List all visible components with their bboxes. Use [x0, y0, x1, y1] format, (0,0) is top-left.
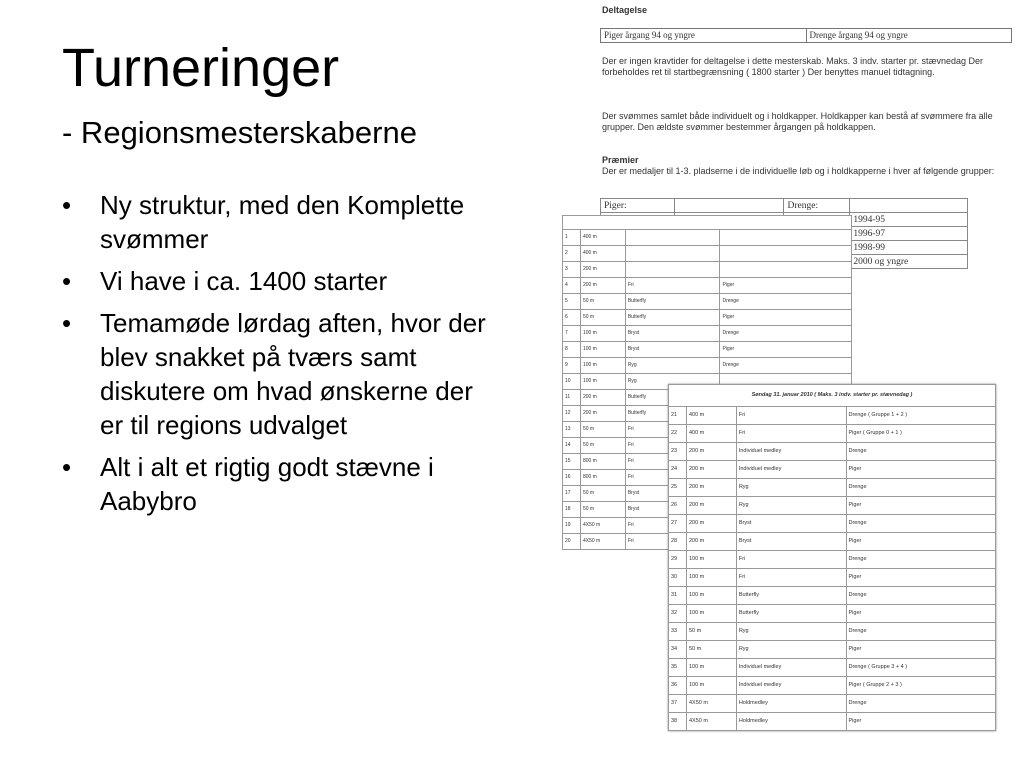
table-row	[669, 425, 996, 443]
table-cell: 50 m	[580, 294, 625, 310]
doc-heading: Deltagelse	[602, 5, 648, 15]
table-cell: 100 m	[580, 342, 625, 358]
table-cell: Ryg	[736, 497, 846, 515]
table-cell	[625, 262, 720, 278]
doc-paragraph: Der er ingen kravtider for deltagelse i dette mesterskab. Maks. 3 indv. starter pr. stævnedag Der forbeholdes ret til startbegrænsning ( 1800 starter ) Der benyttes manuel tidtagning.	[602, 56, 984, 77]
table-cell: 34	[669, 641, 687, 659]
table-cell: 100 m	[580, 358, 625, 374]
table-heading: Søndag 31. januar 2010 ( Maks. 3 indv. starter pr. stævnedag )	[669, 385, 996, 407]
table-cell: 200 m	[686, 497, 736, 515]
prize-heading: Præmier	[602, 155, 639, 165]
table-cell: 4	[563, 278, 581, 294]
table-row	[669, 623, 996, 641]
bullet-dot: •	[62, 190, 72, 220]
table-cell: Piger	[720, 278, 852, 294]
table-row	[563, 262, 852, 278]
table-cell: 11	[563, 390, 581, 406]
table-cell: 50 m	[580, 486, 625, 502]
table-cell: Individuel medley	[736, 461, 846, 479]
table-cell: Drenge ( Gruppe 1 + 2 )	[846, 407, 996, 425]
table-cell: Butterfly	[736, 605, 846, 623]
table-cell: Piger:	[601, 199, 675, 213]
table-cell: 50 m	[580, 422, 625, 438]
table-cell: Fri	[625, 278, 720, 294]
table-row	[669, 443, 996, 461]
table-cell: Fri	[625, 454, 720, 470]
table-cell: 32	[669, 605, 687, 623]
table-cell: 31	[669, 587, 687, 605]
table-cell: Bryst	[736, 533, 846, 551]
table-cell: 100 m	[686, 551, 736, 569]
table-row	[669, 695, 996, 713]
table-cell: Drenge ( Gruppe 3 + 4 )	[846, 659, 996, 677]
table-cell: 14	[563, 438, 581, 454]
table-cell: 200 m	[580, 278, 625, 294]
table-cell: 12	[563, 406, 581, 422]
table-cell: Ryg	[625, 358, 720, 374]
bullet-item	[62, 264, 492, 298]
table-cell: 100 m	[686, 605, 736, 623]
table-cell: Individuel medley	[736, 659, 846, 677]
table-cell: 50 m	[580, 502, 625, 518]
bullet-item	[62, 306, 492, 442]
table-cell: Piger	[846, 533, 996, 551]
table-cell: Ryg	[736, 641, 846, 659]
table-cell: Fri	[625, 438, 720, 454]
table-cell: 1998-99	[850, 241, 968, 255]
bullet-text: Ny struktur, med den Komplette svømmer	[100, 190, 465, 254]
table-cell: 35	[669, 659, 687, 677]
table-cell: 1996-97	[850, 227, 968, 241]
table-cell: Fri	[736, 407, 846, 425]
bullet-dot: •	[62, 452, 72, 482]
table-row	[669, 569, 996, 587]
table-cell: 16	[563, 470, 581, 486]
table-cell: 100 m	[686, 677, 736, 695]
table-cell: Ryg	[736, 479, 846, 497]
table-cell: Drenge	[720, 294, 852, 310]
table-cell: 100 m	[580, 374, 625, 390]
bullet-text: Alt i alt et rigtig godt stævne i Aabybro	[100, 452, 434, 516]
table-header-row	[563, 216, 852, 230]
table-cell: 400 m	[686, 407, 736, 425]
table-cell: Ryg	[736, 623, 846, 641]
table-cell: 8	[563, 342, 581, 358]
table-cell: 4X50 m	[686, 695, 736, 713]
table-cell: Fri	[736, 569, 846, 587]
age-cell: Piger årgang 94 og yngre	[601, 29, 807, 42]
table-row	[563, 310, 852, 326]
table-cell: 2000 og yngre	[850, 255, 968, 269]
table-cell: 17	[563, 486, 581, 502]
table-cell: Holdmedley	[736, 713, 846, 731]
table-cell: 2	[563, 246, 581, 262]
table-cell: 100 m	[686, 587, 736, 605]
table-cell: 200 m	[580, 406, 625, 422]
table-cell: 400 m	[580, 246, 625, 262]
table-cell: Piger	[846, 605, 996, 623]
table-heading	[563, 216, 852, 230]
table-cell	[625, 230, 720, 246]
table-cell: Drenge	[720, 358, 852, 374]
table-cell: Piger	[720, 310, 852, 326]
table-cell: 22	[669, 425, 687, 443]
table-row	[669, 479, 996, 497]
table-cell: 3	[563, 262, 581, 278]
table-row	[669, 605, 996, 623]
table-cell: 50 m	[686, 623, 736, 641]
table-cell: 27	[669, 515, 687, 533]
table-cell: Individuel medley	[736, 443, 846, 461]
table-cell: 21	[669, 407, 687, 425]
table-cell: Piger	[846, 641, 996, 659]
age-cell: Drenge årgang 94 og yngre	[809, 30, 908, 40]
table-cell: Fri	[736, 551, 846, 569]
table-cell: 50 m	[580, 438, 625, 454]
table-cell	[720, 246, 852, 262]
table-cell: 200 m	[686, 461, 736, 479]
table-row	[669, 497, 996, 515]
table-cell: Butterfly	[625, 294, 720, 310]
table-row	[669, 713, 996, 731]
table-cell: 19	[563, 518, 581, 534]
table-cell: 23	[669, 443, 687, 461]
table-row	[669, 551, 996, 569]
table-cell: Fri	[736, 425, 846, 443]
table-cell	[674, 199, 784, 213]
table-cell: Piger	[846, 713, 996, 731]
table-cell: 7	[563, 326, 581, 342]
table-row	[563, 326, 852, 342]
table-cell: Piger ( Gruppe 0 + 1 )	[846, 425, 996, 443]
table-cell: 4X50 m	[686, 713, 736, 731]
table-row	[669, 587, 996, 605]
table-cell: Drenge	[846, 515, 996, 533]
table-cell: 37	[669, 695, 687, 713]
table-cell	[625, 246, 720, 262]
table-cell: 50 m	[580, 310, 625, 326]
table-cell: 4X50 m	[580, 518, 625, 534]
table-cell: Drenge	[846, 443, 996, 461]
table-cell: Drenge	[846, 695, 996, 713]
table-cell: Piger	[846, 569, 996, 587]
prize-text: Der er medaljer til 1-3. pladserne i de individuelle løb og i holdkapperne i hver af følgende grupper:	[602, 166, 995, 176]
table-cell: 4X50 m	[580, 534, 625, 550]
table-cell: 20	[563, 534, 581, 550]
table-cell: Holdmedley	[736, 695, 846, 713]
table-cell: 100 m	[686, 569, 736, 587]
table-cell: Piger	[846, 461, 996, 479]
table-cell: 25	[669, 479, 687, 497]
table-cell: Drenge:	[784, 199, 850, 213]
table-cell: 28	[669, 533, 687, 551]
table-cell	[720, 230, 852, 246]
table-cell: 5	[563, 294, 581, 310]
table-cell: 1994-95	[850, 213, 968, 227]
sunday-event-table	[668, 384, 996, 731]
table-cell: 800 m	[580, 470, 625, 486]
table-cell: 6	[563, 310, 581, 326]
table-row	[563, 294, 852, 310]
table-cell: Piger ( Gruppe 2 + 3 )	[846, 677, 996, 695]
slide-title: Turneringer	[62, 38, 340, 98]
table-cell: Fri	[625, 534, 720, 550]
table-cell: 24	[669, 461, 687, 479]
table-cell: Bryst	[625, 486, 720, 502]
table-cell: 26	[669, 497, 687, 515]
table-header-row	[669, 385, 996, 407]
table-cell: Drenge	[720, 326, 852, 342]
table-cell: 200 m	[686, 515, 736, 533]
table-cell: 100 m	[686, 659, 736, 677]
table-row	[669, 515, 996, 533]
table-cell: Fri	[625, 422, 720, 438]
bullet-text: Vi have i ca. 1400 starter	[100, 266, 388, 296]
table-cell: 13	[563, 422, 581, 438]
bullet-dot: •	[62, 308, 72, 338]
bullet-text: Temamøde lørdag aften, hvor der blev snakket på tværs samt diskutere om hvad ønskerne der er til regions udvalget	[100, 308, 486, 440]
table-cell	[850, 199, 968, 213]
table-cell: Fri	[625, 518, 720, 534]
table-cell: Drenge	[846, 551, 996, 569]
table-row	[669, 677, 996, 695]
table-cell: Bryst	[625, 342, 720, 358]
table-cell: 1	[563, 230, 581, 246]
table-cell: Butterfly	[625, 406, 720, 422]
table-row	[563, 358, 852, 374]
table-cell: 200 m	[686, 533, 736, 551]
table-row	[563, 278, 852, 294]
table-cell: 200 m	[580, 390, 625, 406]
table-cell: Bryst	[625, 326, 720, 342]
table-row	[669, 641, 996, 659]
table-cell: 38	[669, 713, 687, 731]
table-cell: 33	[669, 623, 687, 641]
table-cell: 100 m	[580, 326, 625, 342]
table-cell: 18	[563, 502, 581, 518]
table-cell: Bryst	[625, 502, 720, 518]
slide-subtitle: - Regionsmesterskaberne	[62, 115, 417, 150]
table-cell: Drenge	[846, 587, 996, 605]
table-cell: 800 m	[580, 454, 625, 470]
table-cell: Piger	[720, 342, 852, 358]
age-group-row	[600, 28, 1012, 43]
bullet-list	[62, 188, 492, 526]
table-cell: 36	[669, 677, 687, 695]
table-row	[563, 342, 852, 358]
table-cell: 30	[669, 569, 687, 587]
table-cell: 200 m	[686, 479, 736, 497]
table-cell: Drenge	[846, 479, 996, 497]
bullet-item	[62, 450, 492, 518]
table-cell: 29	[669, 551, 687, 569]
table-cell: Ryg	[625, 374, 720, 390]
table-cell: Butterfly	[736, 587, 846, 605]
table-cell: Piger	[846, 497, 996, 515]
table-cell: Butterfly	[625, 310, 720, 326]
table-cell: 10	[563, 374, 581, 390]
table-row	[669, 461, 996, 479]
bullet-item	[62, 188, 492, 256]
table-row	[669, 407, 996, 425]
table-cell: Fri	[625, 470, 720, 486]
table-cell: 200 m	[686, 443, 736, 461]
table-cell: Drenge	[846, 623, 996, 641]
table-cell: 400 m	[686, 425, 736, 443]
table-cell: Bryst	[736, 515, 846, 533]
table-cell: Individuel medley	[736, 677, 846, 695]
table-row	[563, 230, 852, 246]
table-cell: 200 m	[580, 262, 625, 278]
table-row	[669, 533, 996, 551]
table-cell: 50 m	[686, 641, 736, 659]
table-cell: 9	[563, 358, 581, 374]
table-row	[563, 246, 852, 262]
table-cell: 400 m	[580, 230, 625, 246]
doc-paragraph: Der svømmes samlet både individuelt og i holdkapper. Holdkapper kan bestå af svømmere fra alle grupper. Den ældste svømmer bestemmer årgangen på holdkappen.	[602, 111, 993, 132]
table-row	[601, 199, 968, 213]
table-cell: 15	[563, 454, 581, 470]
table-row	[669, 659, 996, 677]
table-cell: Butterfly	[625, 390, 720, 406]
bullet-dot: •	[62, 266, 72, 296]
table-cell	[720, 262, 852, 278]
